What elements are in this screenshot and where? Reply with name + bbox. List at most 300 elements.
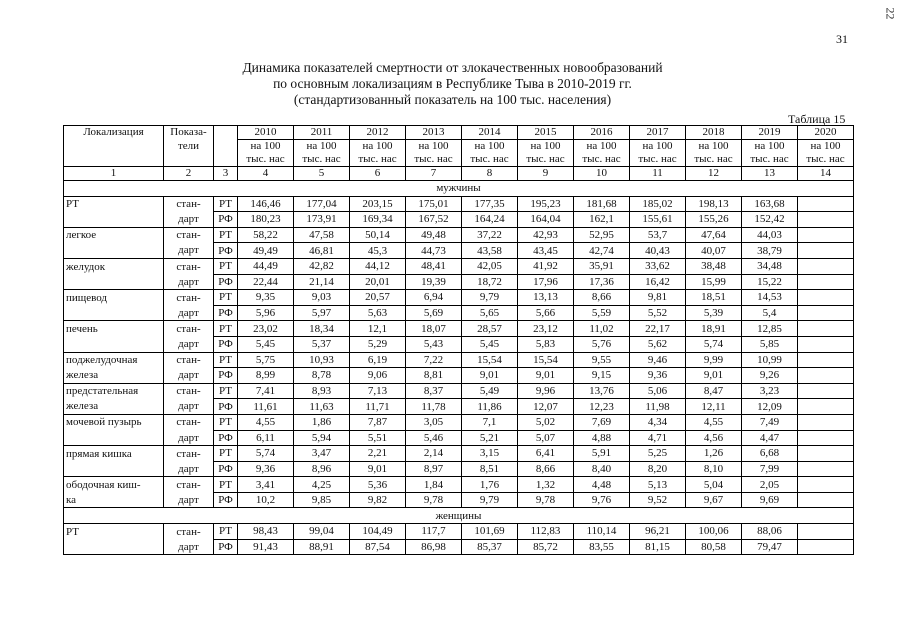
header-unit: тыс. нас <box>798 153 854 167</box>
value-cell <box>798 290 854 306</box>
value-cell: 2,05 <box>742 477 798 493</box>
value-cell: 49,48 <box>406 227 462 243</box>
region-label: РТ <box>214 383 238 399</box>
value-cell: 7,22 <box>406 352 462 368</box>
value-cell: 177,04 <box>294 196 350 212</box>
indicator-label: стан- <box>164 258 214 274</box>
value-cell: 15,22 <box>742 274 798 290</box>
value-cell: 12,11 <box>686 399 742 415</box>
indicator-label: стан- <box>164 290 214 306</box>
value-cell: 11,63 <box>294 399 350 415</box>
value-cell: 45,3 <box>350 243 406 259</box>
indicator-label: стан- <box>164 196 214 212</box>
indicator-label: дарт <box>164 492 214 508</box>
value-cell: 9,01 <box>518 368 574 384</box>
value-cell <box>798 227 854 243</box>
value-cell: 5,45 <box>462 336 518 352</box>
value-cell: 5,59 <box>574 305 630 321</box>
localization-label <box>64 212 164 228</box>
region-label: РТ <box>214 352 238 368</box>
value-cell: 20,57 <box>350 290 406 306</box>
value-cell: 11,98 <box>630 399 686 415</box>
table-row <box>64 461 854 477</box>
value-cell <box>798 243 854 259</box>
value-cell: 79,47 <box>742 539 798 555</box>
header-unit: на 100 <box>630 140 686 154</box>
value-cell: 5,21 <box>462 430 518 446</box>
region-label: РФ <box>214 492 238 508</box>
value-cell: 9,99 <box>686 352 742 368</box>
value-cell: 5,46 <box>406 430 462 446</box>
indicator-label: дарт <box>164 368 214 384</box>
value-cell: 5,13 <box>630 477 686 493</box>
value-cell: 4,25 <box>294 477 350 493</box>
value-cell: 6,94 <box>406 290 462 306</box>
value-cell <box>798 321 854 337</box>
value-cell <box>798 274 854 290</box>
value-cell: 9,78 <box>518 492 574 508</box>
title-line-3: (стандартизованный показатель на 100 тыс. населения) <box>293 92 612 107</box>
table-row <box>64 274 854 290</box>
table-row <box>64 243 854 259</box>
column-number: 14 <box>798 167 854 181</box>
region-label: РФ <box>214 461 238 477</box>
value-cell: 9,85 <box>294 492 350 508</box>
localization-label: пищевод <box>64 290 164 306</box>
value-cell: 117,7 <box>406 524 462 540</box>
value-cell: 164,04 <box>518 212 574 228</box>
value-cell: 91,43 <box>238 539 294 555</box>
value-cell: 9,82 <box>350 492 406 508</box>
value-cell: 22,17 <box>630 321 686 337</box>
value-cell <box>798 336 854 352</box>
localization-label: РТ <box>64 196 164 212</box>
table-row <box>64 446 854 462</box>
value-cell: 5,29 <box>350 336 406 352</box>
value-cell: 21,14 <box>294 274 350 290</box>
value-cell: 3,05 <box>406 414 462 430</box>
value-cell: 5,94 <box>294 430 350 446</box>
value-cell: 5,62 <box>630 336 686 352</box>
value-cell: 28,57 <box>462 321 518 337</box>
value-cell: 162,1 <box>574 212 630 228</box>
header-unit: тыс. нас <box>350 153 406 167</box>
indicator-label: дарт <box>164 274 214 290</box>
value-cell: 11,71 <box>350 399 406 415</box>
localization-label <box>64 243 164 259</box>
value-cell <box>798 399 854 415</box>
value-cell <box>798 383 854 399</box>
value-cell: 53,7 <box>630 227 686 243</box>
value-cell: 9,78 <box>406 492 462 508</box>
value-cell: 16,42 <box>630 274 686 290</box>
value-cell: 23,02 <box>238 321 294 337</box>
value-cell: 8,40 <box>574 461 630 477</box>
value-cell: 203,15 <box>350 196 406 212</box>
value-cell <box>798 524 854 540</box>
region-label: РФ <box>214 430 238 446</box>
value-cell: 9,69 <box>742 492 798 508</box>
value-cell: 6,41 <box>518 446 574 462</box>
header-unit: на 100 <box>406 140 462 154</box>
value-cell: 5,4 <box>742 305 798 321</box>
value-cell: 167,52 <box>406 212 462 228</box>
localization-label: легкое <box>64 227 164 243</box>
table-row <box>64 352 854 368</box>
value-cell: 3,47 <box>294 446 350 462</box>
margin-mark: 22 <box>883 7 898 20</box>
value-cell: 8,37 <box>406 383 462 399</box>
value-cell: 9,79 <box>462 290 518 306</box>
value-cell: 44,49 <box>238 258 294 274</box>
value-cell: 8,10 <box>686 461 742 477</box>
region-label: РТ <box>214 227 238 243</box>
localization-label: железа <box>64 399 164 415</box>
value-cell: 4,47 <box>742 430 798 446</box>
table-row <box>64 383 854 399</box>
header-unit: тыс. нас <box>238 153 294 167</box>
value-cell: 9,96 <box>518 383 574 399</box>
indicator-label: стан- <box>164 227 214 243</box>
column-number: 9 <box>518 167 574 181</box>
value-cell: 180,23 <box>238 212 294 228</box>
value-cell: 43,58 <box>462 243 518 259</box>
table-row <box>64 368 854 384</box>
value-cell: 11,78 <box>406 399 462 415</box>
value-cell: 22,44 <box>238 274 294 290</box>
value-cell: 8,99 <box>238 368 294 384</box>
table-row <box>64 305 854 321</box>
value-cell: 11,86 <box>462 399 518 415</box>
header-year: 2013 <box>406 126 462 140</box>
value-cell: 9,79 <box>462 492 518 508</box>
value-cell <box>798 430 854 446</box>
value-cell: 5,69 <box>406 305 462 321</box>
table-row <box>64 399 854 415</box>
localization-label: печень <box>64 321 164 337</box>
value-cell: 6,11 <box>238 430 294 446</box>
localization-label: ка <box>64 492 164 508</box>
value-cell: 5,97 <box>294 305 350 321</box>
value-cell: 19,39 <box>406 274 462 290</box>
indicator-label: стан- <box>164 383 214 399</box>
value-cell: 18,51 <box>686 290 742 306</box>
value-cell: 8,96 <box>294 461 350 477</box>
column-number: 6 <box>350 167 406 181</box>
table-row <box>64 258 854 274</box>
value-cell: 8,20 <box>630 461 686 477</box>
indicator-label: стан- <box>164 414 214 430</box>
column-number: 13 <box>742 167 798 181</box>
header-unit: на 100 <box>294 140 350 154</box>
table-label: Таблица 15 <box>788 112 846 126</box>
value-cell: 104,49 <box>350 524 406 540</box>
indicator-label: дарт <box>164 539 214 555</box>
value-cell: 152,42 <box>742 212 798 228</box>
table-row <box>64 492 854 508</box>
value-cell: 50,14 <box>350 227 406 243</box>
value-cell: 9,81 <box>630 290 686 306</box>
value-cell: 9,55 <box>574 352 630 368</box>
region-label: РТ <box>214 524 238 540</box>
value-cell: 17,96 <box>518 274 574 290</box>
value-cell: 5,07 <box>518 430 574 446</box>
header-localization: Локализация <box>64 126 164 140</box>
value-cell: 4,55 <box>238 414 294 430</box>
value-cell: 5,51 <box>350 430 406 446</box>
value-cell: 169,34 <box>350 212 406 228</box>
title-line-2: по основным локализациям в Республике Тыва в 2010-2019 гг. <box>273 76 632 91</box>
localization-label: желудок <box>64 258 164 274</box>
value-cell: 198,13 <box>686 196 742 212</box>
header-unit: тыс. нас <box>742 153 798 167</box>
value-cell: 164,24 <box>462 212 518 228</box>
value-cell: 38,79 <box>742 243 798 259</box>
value-cell <box>798 414 854 430</box>
value-cell: 23,12 <box>518 321 574 337</box>
value-cell: 101,69 <box>462 524 518 540</box>
value-cell: 4,71 <box>630 430 686 446</box>
value-cell: 9,01 <box>462 368 518 384</box>
value-cell: 15,99 <box>686 274 742 290</box>
region-label: РТ <box>214 321 238 337</box>
table-row <box>64 414 854 430</box>
value-cell: 15,54 <box>462 352 518 368</box>
region-label: РФ <box>214 539 238 555</box>
value-cell: 40,07 <box>686 243 742 259</box>
value-cell: 9,15 <box>574 368 630 384</box>
value-cell: 9,36 <box>238 461 294 477</box>
header-year: 2015 <box>518 126 574 140</box>
value-cell: 5,52 <box>630 305 686 321</box>
value-cell: 163,68 <box>742 196 798 212</box>
header-row-years <box>64 126 854 140</box>
value-cell: 83,55 <box>574 539 630 555</box>
indicator-label: стан- <box>164 446 214 462</box>
value-cell: 37,22 <box>462 227 518 243</box>
value-cell: 110,14 <box>574 524 630 540</box>
value-cell: 18,72 <box>462 274 518 290</box>
table-row <box>64 290 854 306</box>
value-cell: 1,32 <box>518 477 574 493</box>
value-cell: 15,54 <box>518 352 574 368</box>
header-unit: тыс. нас <box>574 153 630 167</box>
header-row-unit-2 <box>64 153 854 167</box>
value-cell: 10,93 <box>294 352 350 368</box>
region-label: РТ <box>214 414 238 430</box>
value-cell: 3,23 <box>742 383 798 399</box>
value-cell: 2,14 <box>406 446 462 462</box>
value-cell: 43,45 <box>518 243 574 259</box>
value-cell: 33,62 <box>630 258 686 274</box>
localization-label: поджелудочная <box>64 352 164 368</box>
value-cell: 185,02 <box>630 196 686 212</box>
value-cell: 17,36 <box>574 274 630 290</box>
column-number: 2 <box>164 167 214 181</box>
value-cell: 5,74 <box>238 446 294 462</box>
value-cell: 8,97 <box>406 461 462 477</box>
value-cell: 13,76 <box>574 383 630 399</box>
value-cell: 11,61 <box>238 399 294 415</box>
section-row <box>64 508 854 524</box>
value-cell: 11,02 <box>574 321 630 337</box>
column-number: 12 <box>686 167 742 181</box>
header-unit: на 100 <box>238 140 294 154</box>
value-cell <box>798 539 854 555</box>
header-unit: тыс. нас <box>406 153 462 167</box>
table-row <box>64 227 854 243</box>
section-row <box>64 181 854 197</box>
mortality-table <box>63 125 854 555</box>
value-cell: 5,36 <box>350 477 406 493</box>
column-number: 11 <box>630 167 686 181</box>
indicator-label: дарт <box>164 243 214 259</box>
value-cell: 44,12 <box>350 258 406 274</box>
localization-label <box>64 539 164 555</box>
indicator-label: стан- <box>164 524 214 540</box>
value-cell: 9,67 <box>686 492 742 508</box>
value-cell: 8,66 <box>574 290 630 306</box>
value-cell: 96,21 <box>630 524 686 540</box>
header-indicators: Показа- <box>164 126 214 140</box>
value-cell: 100,06 <box>686 524 742 540</box>
header-year: 2012 <box>350 126 406 140</box>
indicator-label: дарт <box>164 461 214 477</box>
header-year: 2019 <box>742 126 798 140</box>
value-cell: 12,09 <box>742 399 798 415</box>
value-cell: 12,07 <box>518 399 574 415</box>
header-unit: на 100 <box>518 140 574 154</box>
value-cell: 9,46 <box>630 352 686 368</box>
region-label: РТ <box>214 258 238 274</box>
value-cell: 10,2 <box>238 492 294 508</box>
header-year: 2017 <box>630 126 686 140</box>
value-cell: 42,93 <box>518 227 574 243</box>
value-cell: 1,84 <box>406 477 462 493</box>
value-cell: 1,86 <box>294 414 350 430</box>
region-label: РФ <box>214 399 238 415</box>
value-cell: 5,75 <box>238 352 294 368</box>
value-cell: 7,99 <box>742 461 798 477</box>
value-cell: 5,02 <box>518 414 574 430</box>
value-cell: 5,91 <box>574 446 630 462</box>
localization-label <box>64 305 164 321</box>
header-year: 2016 <box>574 126 630 140</box>
value-cell: 5,65 <box>462 305 518 321</box>
header-unit: на 100 <box>686 140 742 154</box>
value-cell: 6,68 <box>742 446 798 462</box>
region-label: РФ <box>214 368 238 384</box>
value-cell: 13,13 <box>518 290 574 306</box>
value-cell: 112,83 <box>518 524 574 540</box>
value-cell: 9,26 <box>742 368 798 384</box>
value-cell: 5,37 <box>294 336 350 352</box>
header-unit: тыс. нас <box>630 153 686 167</box>
header-unit: на 100 <box>350 140 406 154</box>
value-cell: 85,72 <box>518 539 574 555</box>
value-cell <box>798 258 854 274</box>
value-cell: 9,52 <box>630 492 686 508</box>
value-cell: 173,91 <box>294 212 350 228</box>
value-cell: 99,04 <box>294 524 350 540</box>
header-unit: на 100 <box>798 140 854 154</box>
value-cell: 4,48 <box>574 477 630 493</box>
value-cell: 2,21 <box>350 446 406 462</box>
value-cell <box>798 461 854 477</box>
value-cell: 146,46 <box>238 196 294 212</box>
header-unit: на 100 <box>574 140 630 154</box>
value-cell: 9,01 <box>350 461 406 477</box>
value-cell: 87,54 <box>350 539 406 555</box>
table-row <box>64 212 854 228</box>
value-cell: 4,34 <box>630 414 686 430</box>
value-cell <box>798 477 854 493</box>
value-cell: 10,99 <box>742 352 798 368</box>
value-cell: 12,23 <box>574 399 630 415</box>
value-cell: 7,87 <box>350 414 406 430</box>
value-cell: 9,01 <box>686 368 742 384</box>
section-title: женщины <box>64 508 854 524</box>
value-cell: 8,78 <box>294 368 350 384</box>
localization-label: предстательная <box>64 383 164 399</box>
localization-label <box>64 461 164 477</box>
header-unit: тыс. нас <box>462 153 518 167</box>
localization-label: ободочная киш- <box>64 477 164 493</box>
value-cell: 5,06 <box>630 383 686 399</box>
column-number: 8 <box>462 167 518 181</box>
value-cell: 8,51 <box>462 461 518 477</box>
value-cell: 155,61 <box>630 212 686 228</box>
value-cell: 5,49 <box>462 383 518 399</box>
value-cell: 175,01 <box>406 196 462 212</box>
value-cell: 177,35 <box>462 196 518 212</box>
value-cell: 6,19 <box>350 352 406 368</box>
value-cell: 49,49 <box>238 243 294 259</box>
value-cell: 155,26 <box>686 212 742 228</box>
value-cell: 20,01 <box>350 274 406 290</box>
indicator-label: дарт <box>164 430 214 446</box>
value-cell: 5,85 <box>742 336 798 352</box>
value-cell: 18,07 <box>406 321 462 337</box>
value-cell: 47,64 <box>686 227 742 243</box>
page-number: 31 <box>836 32 848 46</box>
value-cell: 5,04 <box>686 477 742 493</box>
indicator-label: стан- <box>164 352 214 368</box>
localization-label <box>64 274 164 290</box>
localization-label <box>64 430 164 446</box>
table-row <box>64 430 854 446</box>
value-cell: 14,53 <box>742 290 798 306</box>
header-indicators-cont <box>164 153 214 167</box>
value-cell: 4,56 <box>686 430 742 446</box>
value-cell: 8,47 <box>686 383 742 399</box>
header-year: 2018 <box>686 126 742 140</box>
value-cell: 9,03 <box>294 290 350 306</box>
value-cell <box>798 492 854 508</box>
value-cell: 18,91 <box>686 321 742 337</box>
indicator-label: стан- <box>164 477 214 493</box>
region-label: РФ <box>214 274 238 290</box>
value-cell: 4,55 <box>686 414 742 430</box>
value-cell: 7,49 <box>742 414 798 430</box>
value-cell: 9,36 <box>630 368 686 384</box>
title-line-1: Динамика показателей смертности от злокачественных новообразований <box>242 60 663 75</box>
table-row <box>64 539 854 555</box>
value-cell: 5,66 <box>518 305 574 321</box>
value-cell: 58,22 <box>238 227 294 243</box>
value-cell: 8,66 <box>518 461 574 477</box>
table-row <box>64 524 854 540</box>
